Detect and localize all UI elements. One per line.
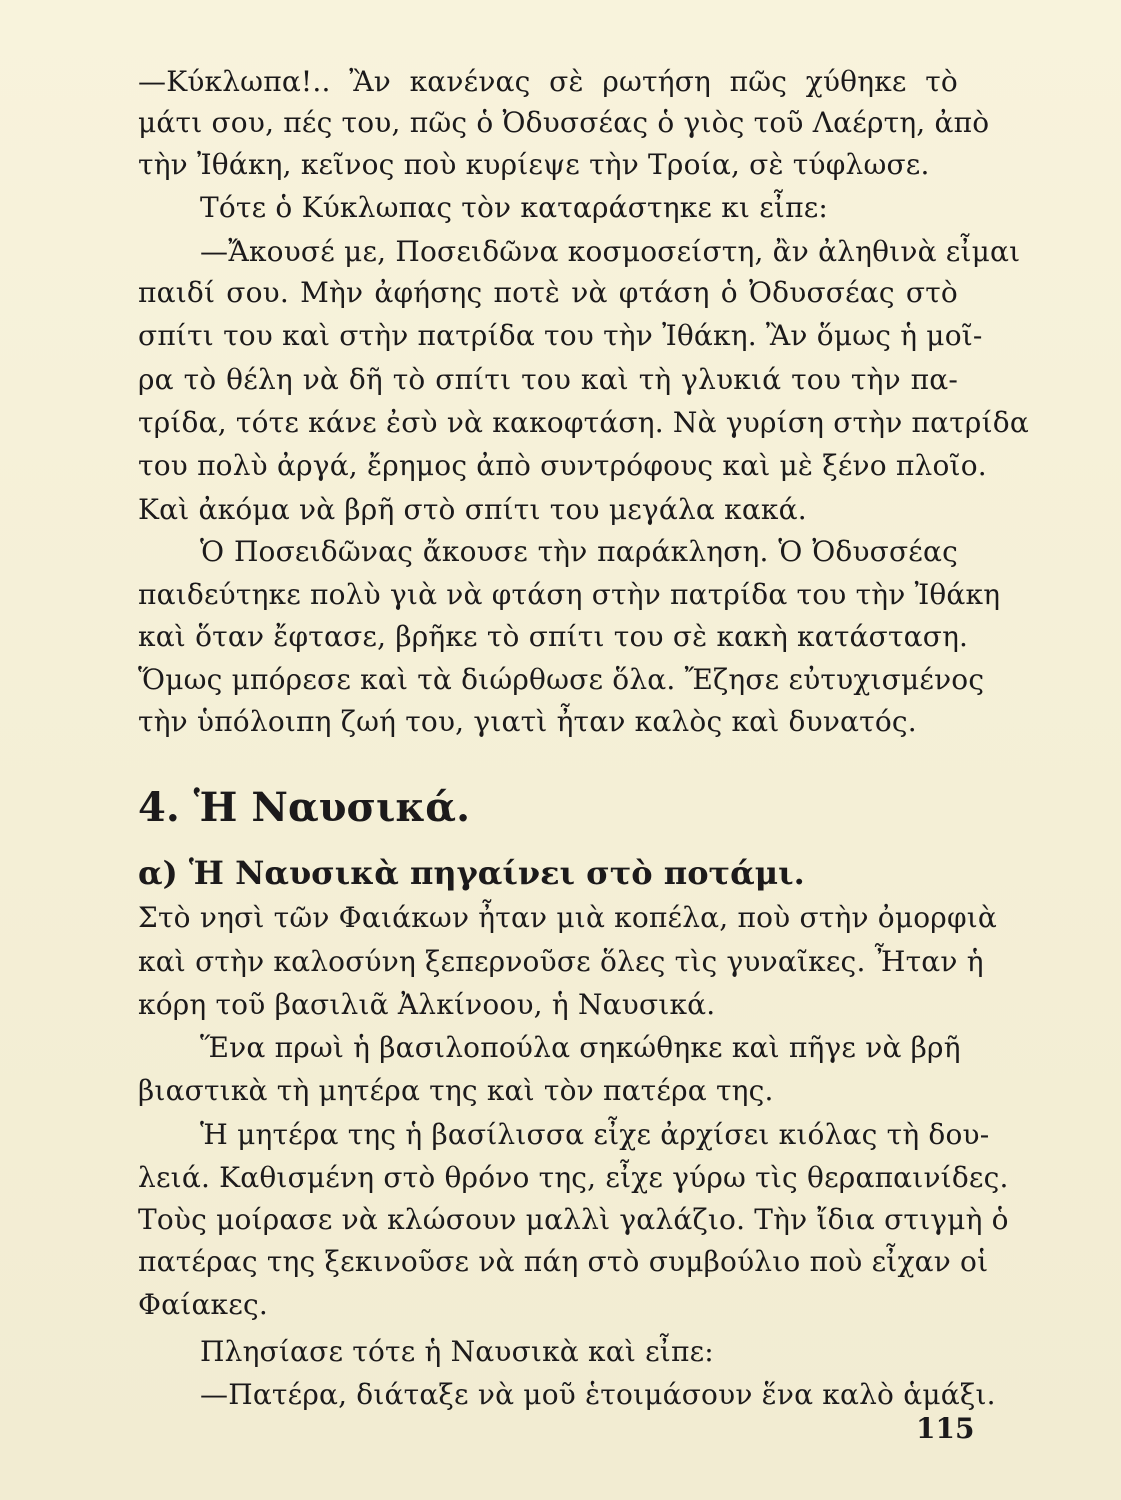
- text-line-9: τρίδα, τότε κάνε ἐσὺ νὰ κακοφτάση. Νὰ γυρίση στὴν πατρίδα: [138, 406, 1029, 439]
- chapter-title: 4. Ἡ Ναυσικά.: [138, 784, 471, 831]
- text-line-3: τὴν Ἰθάκη, κεῖνος ποὺ κυρίεψε τὴν Τροία, σὲ τύφλωσε.: [138, 148, 930, 181]
- text-line-15: Ὅμως μπόρεσε καὶ τὰ διώρθωσε ὅλα. Ἔζησε εὐτυχισμένος: [138, 663, 985, 696]
- text-line-14: καὶ ὅταν ἔφτασε, βρῆκε τὸ σπίτι του σὲ κακὴ κατάσταση.: [138, 620, 969, 653]
- section-title: α) Ἡ Ναυσικὰ πηγαίνει στὸ ποτάμι.: [138, 854, 805, 892]
- text-line-7: σπίτι του καὶ στὴν πατρίδα του τὴν Ἰθάκη. Ἂν ὅμως ἡ μοῖ-: [138, 319, 983, 352]
- text-line-8: ρα τὸ θέλη νὰ δῆ τὸ σπίτι του καὶ τὴ γλυκιά του τὴν πα-: [138, 363, 958, 396]
- text-line-2: μάτι σου, πές του, πῶς ὁ Ὀδυσσέας ὁ γιὸς τοῦ Λαέρτη, ἀπὸ: [138, 106, 990, 139]
- text-line-28: —Πατέρα, διάταξε νὰ μοῦ ἑτοιμάσουν ἕνα καλὸ ἁμάξι.: [200, 1378, 996, 1411]
- text-line-23: λειά. Καθισμένη στὸ θρόνο της, εἶχε γύρω τὶς θεραπαινίδες.: [138, 1161, 1009, 1194]
- text-line-16: τὴν ὑπόλοιπη ζωή του, γιατὶ ἦταν καλὸς καὶ δυνατός.: [138, 705, 917, 738]
- text-line-22: Ἡ μητέρα της ἡ βασίλισσα εἶχε ἀρχίσει κιόλας τὴ δου-: [200, 1118, 990, 1151]
- text-line-13: παιδεύτηκε πολὺ γιὰ νὰ φτάση στὴν πατρίδα του τὴν Ἰθάκη: [138, 578, 1001, 611]
- text-line-19: κόρη τοῦ βασιλιᾶ Ἀλκίνοου, ἡ Ναυσικά.: [138, 988, 716, 1021]
- text-line-24: Τοὺς μοίρασε νὰ κλώσουν μαλλὶ γαλάζιο. Τὴν ἴδια στιγμὴ ὁ: [138, 1203, 1009, 1236]
- text-line-25: πατέρας της ξεκινοῦσε νὰ πάη στὸ συμβούλιο ποὺ εἶχαν οἱ: [138, 1245, 989, 1278]
- page-number: 115: [916, 1412, 975, 1445]
- text-line-4: Τότε ὁ Κύκλωπας τὸν καταράστηκε κι εἶπε:: [200, 191, 829, 224]
- text-line-27: Πλησίασε τότε ἡ Ναυσικὰ καὶ εἶπε:: [200, 1335, 714, 1368]
- text-line-6: παιδί σου. Μὴν ἀφήσης ποτὲ νὰ φτάση ὁ Ὀδυσσέας στὸ: [138, 276, 958, 309]
- text-line-11: Καὶ ἀκόμα νὰ βρῆ στὸ σπίτι του μεγάλα κακά.: [138, 493, 807, 526]
- text-line-17: Στὸ νησὶ τῶν Φαιάκων ἦταν μιὰ κοπέλα, ποὺ στὴν ὀμορφιὰ: [138, 901, 998, 934]
- text-line-18: καὶ στὴν καλοσύνη ξεπερνοῦσε ὅλες τὶς γυναῖκες. Ἦταν ἡ: [138, 945, 984, 978]
- text-line-5: —Ἄκουσέ με, Ποσειδῶνα κοσμοσείστη, ἂν ἀληθινὰ εἶμαι: [200, 235, 1021, 268]
- text-line-26: Φαίακες.: [138, 1288, 268, 1321]
- text-line-10: του πολὺ ἀργά, ἔρημος ἀπὸ συντρόφους καὶ μὲ ξένο πλοῖο.: [138, 449, 987, 482]
- text-line-1: —Κύκλωπα!.. Ἂν κανένας σὲ ρωτήση πῶς χύθηκε τὸ: [138, 65, 958, 98]
- text-line-21: βιαστικὰ τὴ μητέρα της καὶ τὸν πατέρα της.: [138, 1074, 774, 1107]
- text-line-12: Ὁ Ποσειδῶνας ἄκουσε τὴν παράκληση. Ὁ Ὀδυσσέας: [200, 535, 958, 568]
- text-line-20: Ἕνα πρωὶ ἡ βασιλοπούλα σηκώθηκε καὶ πῆγε νὰ βρῆ: [200, 1031, 961, 1064]
